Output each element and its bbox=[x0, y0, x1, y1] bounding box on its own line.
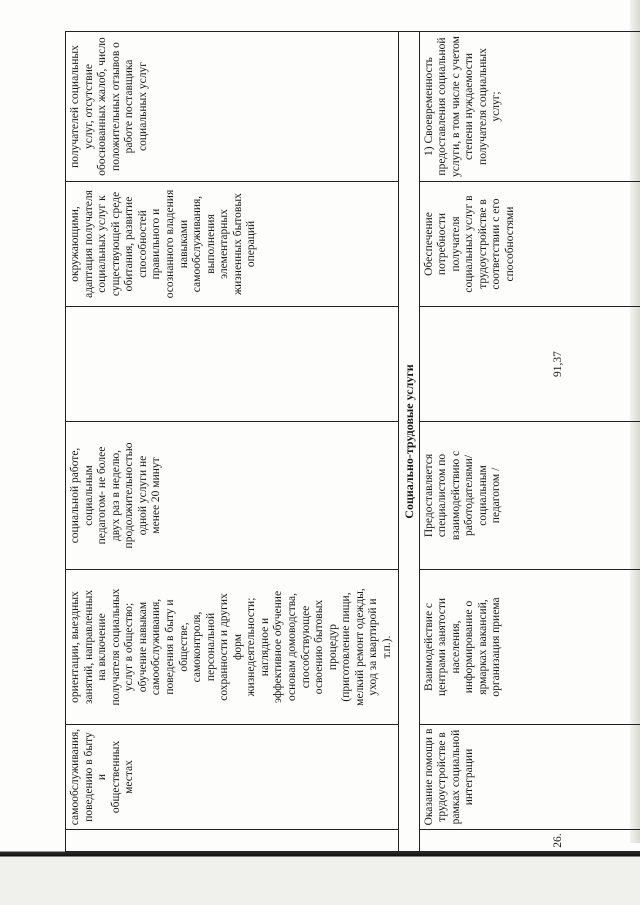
cell-number bbox=[66, 830, 399, 852]
services-table bbox=[65, 31, 640, 852]
cell-service-name: самообслуживания, поведению в быту и общественных местах bbox=[66, 725, 399, 830]
cell-evaluation: получателей социальных услуг, отсутствие обоснованных жалоб, число положительных отзывов о работе поставщика социальных услуг bbox=[66, 32, 399, 182]
table-row-continuation bbox=[66, 32, 399, 852]
cell-service-name: Оказание помощи в трудоустройстве в рамках социальной интеграции bbox=[419, 725, 640, 830]
cell-tariff: 91,37 bbox=[419, 307, 640, 422]
cell-provision-terms: социальной работе, социальным педагогом- не более двух раз в неделю, продолжительностью одной услуги не менее 20 минут bbox=[66, 422, 399, 570]
section-header-row bbox=[398, 32, 419, 852]
cell-service-description: ориентации, выездных занятий, направленных на включение получателя социальных услуг в общество; обучение навыкам самообслуживания, поведения в быту и обществе, самоконтроля, персональной сохранности и других форм жизнедеятельности; наглядное и эффективное обучение основам домоводства, способствующее освоению бытовых процедур (приготовление пищи, мелкий ремонт одежды, уход за квартирой и т.п.). bbox=[66, 570, 399, 725]
cell-tariff bbox=[66, 307, 399, 422]
table-wrapper bbox=[65, 32, 615, 852]
cell-evaluation: 1) Своевременность предоставления социальной услуги, в том числе с учетом степени нуждаемости получателя социальных услуг; bbox=[419, 32, 640, 182]
table-row-26 bbox=[419, 32, 640, 852]
cell-service-description: Взаимодействие с центрами занятости населения, информирование о ярмарках вакансий, организация приема bbox=[419, 570, 640, 725]
scan-edge-bottom bbox=[0, 843, 640, 905]
cell-result: окружающими, адаптация получателя социальных услуг к существующей среде обитания, развитие способностей правильного и осознанного владения навыками самообслуживания, выполнения элементарных жизненных бытовых операций bbox=[66, 182, 399, 307]
cell-provision-terms: Предоставляется специалистом по взаимодействию с работодателями/ социальным педагогом / bbox=[419, 422, 640, 570]
rotated-table-area bbox=[65, 32, 615, 852]
cell-number: 26. bbox=[419, 830, 640, 852]
cell-result: Обеспечение потребности получателя социальных услуг в трудоустройстве в соответствии с его способностями bbox=[419, 182, 640, 307]
section-title: Социально-трудовые услуги bbox=[398, 32, 419, 852]
